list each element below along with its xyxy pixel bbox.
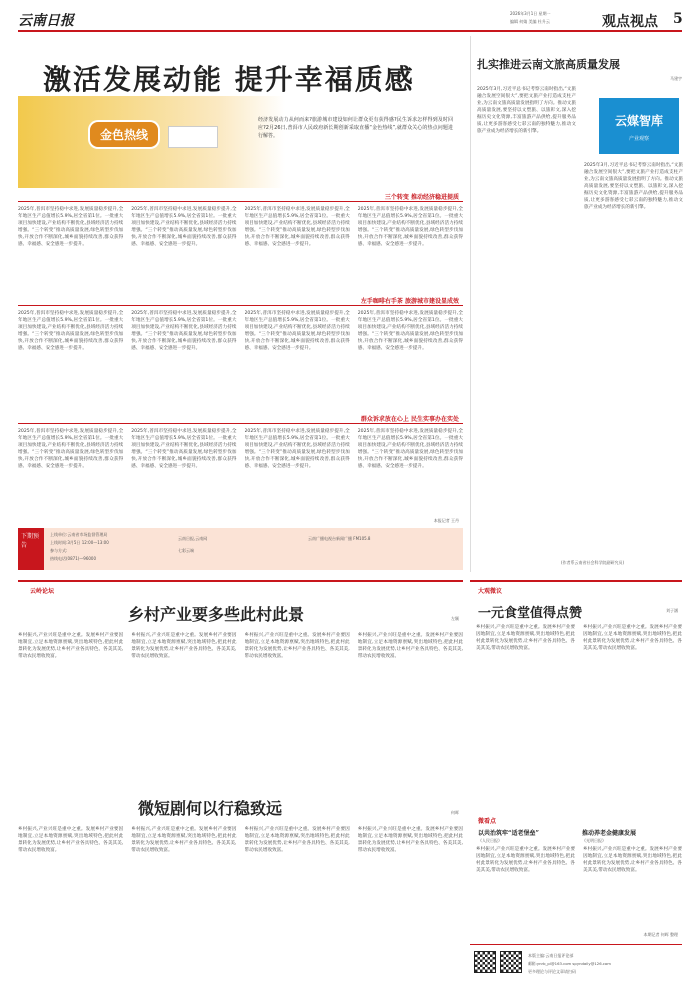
banner-logos (168, 126, 218, 148)
column-label-3: 微看点 (478, 818, 497, 825)
notes-body: 乡村振兴,产业兴旺是重中之重。发展乡村产业要因地制宜,立足本地资源禀赋,突出地域特色,把此村此景转化为发展优势,让乡村产业各具特色、各美其美,带动农民增收致富。 乡村振兴,产业兴旺是重中之重。发展乡村产业要因地制宜,立足本地资源禀赋,突出地域特色,把此村此景转化为发展优势,让乡村产业各具特色、各美其美,带动农民增收致富。 (476, 847, 682, 873)
note-2-title: 推动养老金健康发展 (582, 830, 637, 837)
right-body: 2025年3月,习近平总书记考察云南时指出,“文旅融合发展空间很大”,要把文旅产业打造成支柱产业,为云南文旅高质量发展指明了方向。推动文旅高质量发展,要坚持以文塑旅、以旅彰文,深入挖掘历史文化资源,丰富旅游产品供给,提升服务品质,让更多游客感受七彩云南的独特魅力,推动文旅产业成为经济增长的新引擎。 2025年3月,习近平总书记考察云南时指出,“文旅融合发展空间很大”,要把文旅产业打造成支柱产业,为云南文旅高质量发展指明了方向。推动文旅高质量发展,要坚持以文塑旅、以旅彰文,深入挖掘历史文化资源,丰富旅游产品供给,提升服务品质,让更多游客感受七彩云南的独特魅力,推动文旅产业成为经济增长的新引擎。 (477, 87, 683, 210)
preview-web: 云南日报,云南网 (178, 536, 208, 541)
preview-label: 下期预告 (18, 528, 44, 570)
column-label-2: 大观微议 (478, 588, 503, 595)
badge-title: 云媒智库 (614, 114, 663, 128)
section-title: 观点视点 (602, 14, 658, 30)
footer-box (470, 944, 682, 978)
banner (18, 96, 463, 188)
preview-unit: 上线单位:云南省市场监督管理局 (50, 532, 108, 537)
article-2-author: 何晖 (451, 810, 459, 815)
article-1-author: 左颖 (451, 616, 459, 621)
preview-app[interactable]: 七彩云端 (178, 548, 194, 553)
issue-date: 2026年3月1日 星期一 (510, 11, 551, 16)
article-1-title: 乡村产业要多些此村此景 (128, 605, 305, 624)
issue-editor: 编辑 何婧 美编 杜升云 (510, 19, 550, 24)
note-1-source: 《人民日报》 (478, 838, 502, 843)
badge-sub: 产业观察 (628, 136, 649, 142)
right-column (470, 36, 682, 572)
column-label-1: 云岭论坛 (30, 588, 55, 595)
subsection-3-bar: 群众诉求放在心上 民生实事办在实处 (18, 414, 463, 424)
footer-more: 更多理论与评论文章请扫码 (528, 969, 576, 974)
preview-date: 上线时间:3月5日 12:00—13:00 (50, 540, 109, 545)
article-3-title: 一元食堂值得点赞 (478, 606, 583, 621)
footer-editor: 本版主编:云南日报评论部 (528, 953, 574, 958)
right-title: 扎实推进云南文旅高质量发展 (477, 58, 620, 71)
main-story (18, 36, 463, 572)
masthead (18, 8, 682, 32)
preview-cohost: 云南广播电视台新闻广播 FM105.8 (308, 536, 371, 541)
right-footer: (作者系云南省社会科学院副研究员) (561, 560, 625, 565)
main-headline: 激活发展动能 提升幸福质感 (43, 63, 415, 96)
lower-left (18, 580, 463, 980)
note-2-source: 《光明日报》 (582, 838, 606, 843)
compiled-by: 本期记者 何晖 整理 (643, 932, 678, 937)
subsection-1-bar: 三个转变 推动经济稳进提质 (18, 192, 463, 202)
main-author: 本报记者 王丹 (433, 518, 459, 523)
article-3-author: 刘子涵 (666, 608, 678, 613)
newspaper-logo: 云南日报 (18, 13, 74, 29)
article-2-body: 乡村振兴,产业兴旺是重中之重。发展乡村产业要因地制宜,立足本地资源禀赋,突出地域特色,把此村此景转化为发展优势,让乡村产业各具特色、各美其美,带动农民增收致富。 乡村振兴,产业兴旺是重中之重。发展乡村产业要因地制宜,立足本地资源禀赋,突出地域特色,把此村此景转化为发展优势,让乡村产业各具特色、各美其美,带动农民增收致富。 乡村振兴,产业兴旺是重中之重。发展乡村产业要因地制宜,立足本地资源禀赋,突出地域特色,把此村此景转化为发展优势,让乡村产业各具特色、各美其美,带动农民增收致富。 乡村振兴,产业兴旺是重中之重。发展乡村产业要因地制宜,立足本地资源禀赋,突出地域特色,把此村此景转化为发展优势,让乡村产业各具特色、各美其美,带动农民增收致富。 (18, 827, 463, 853)
lower-right (470, 580, 682, 980)
qr-code-2-icon[interactable] (500, 951, 522, 973)
article-1-body: 乡村振兴,产业兴旺是重中之重。发展乡村产业要因地制宜,立足本地资源禀赋,突出地域特色,把此村此景转化为发展优势,让乡村产业各具特色、各美其美,带动农民增收致富。 乡村振兴,产业兴旺是重中之重。发展乡村产业要因地制宜,立足本地资源禀赋,突出地域特色,把此村此景转化为发展优势,让乡村产业各具特色、各美其美,带动农民增收致富。 乡村振兴,产业兴旺是重中之重。发展乡村产业要因地制宜,立足本地资源禀赋,突出地域特色,把此村此景转化为发展优势,让乡村产业各具特色、各美其美,带动农民增收致富。 乡村振兴,产业兴旺是重中之重。发展乡村产业要因地制宜,立足本地资源禀赋,突出地域特色,把此村此景转化为发展优势,让乡村产业各具特色、各美其美,带动农民增收致富。 (18, 633, 463, 659)
preview-method: 参与方式: (50, 548, 68, 553)
note-1-title: 以共治筑牢“适老堡垒” (478, 830, 539, 837)
page-number: 5 (673, 11, 683, 27)
subsection-3-body: 2025年,普洱市坚持稳中求进,发展质量稳步提升,全年地区生产总值增长5.9%,居全省第1位。一批重大项目加快建设,产业结构不断优化,县域经济活力持续增强。“三个转变”推动高质量发展,绿色转型步伐加快,开放合作不断深化,城乡面貌持续改善,群众获得感、幸福感、安全感进一步提升。 2025年,普洱市坚持稳中求进,发展质量稳步提升,全年地区生产总值增长5.9%,居全省第1位。一批重大项目加快建设,产业结构不断优化,县域经济活力持续增强。“三个转变”推动高质量发展,绿色转型步伐加快,开放合作不断深化,城乡面貌持续改善,群众获得感、幸福感、安全感进一步提升。 2025年,普洱市坚持稳中求进,发展质量稳步提升,全年地区生产总值增长5.9%,居全省第1位。一批重大项目加快建设,产业结构不断优化,县域经济活力持续增强。“三个转变”推动高质量发展,绿色转型步伐加快,开放合作不断深化,城乡面貌持续改善,群众获得感、幸福感、安全感进一步提升。 2025年,普洱市坚持稳中求进,发展质量稳步提升,全年地区生产总值增长5.9%,居全省第1位。一批重大项目加快建设,产业结构不断优化,县域经济活力持续增强。“三个转变”推动高质量发展,绿色转型步伐加快,开放合作不断深化,城乡面貌持续改善,群众获得感、幸福感、安全感进一步提升。 (18, 429, 463, 469)
banner-brand: 金色热线 (90, 122, 158, 147)
subsection-2-bar: 左手咖啡右手茶 旅游城市建设显成效 (18, 296, 463, 306)
subsection-1-body: 2025年,普洱市坚持稳中求进,发展质量稳步提升,全年地区生产总值增长5.9%,居全省第1位。一批重大项目加快建设,产业结构不断优化,县域经济活力持续增强。“三个转变”推动高质量发展,绿色转型步伐加快,开放合作不断深化,城乡面貌持续改善,群众获得感、幸福感、安全感进一步提升。 2025年,普洱市坚持稳中求进,发展质量稳步提升,全年地区生产总值增长5.9%,居全省第1位。一批重大项目加快建设,产业结构不断优化,县域经济活力持续增强。“三个转变”推动高质量发展,绿色转型步伐加快,开放合作不断深化,城乡面貌持续改善,群众获得感、幸福感、安全感进一步提升。 2025年,普洱市坚持稳中求进,发展质量稳步提升,全年地区生产总值增长5.9%,居全省第1位。一批重大项目加快建设,产业结构不断优化,县域经济活力持续增强。“三个转变”推动高质量发展,绿色转型步伐加快,开放合作不断深化,城乡面貌持续改善,群众获得感、幸福感、安全感进一步提升。 2025年,普洱市坚持稳中求进,发展质量稳步提升,全年地区生产总值增长5.9%,居全省第1位。一批重大项目加快建设,产业结构不断优化,县域经济活力持续增强。“三个转变”推动高质量发展,绿色转型步伐加快,开放合作不断深化,城乡面貌持续改善,群众获得感、幸福感、安全感进一步提升。 (18, 207, 463, 247)
preview-hotline[interactable]: 热线电话(0871)—96000 (50, 556, 97, 561)
qr-code-1-icon[interactable] (474, 951, 496, 973)
footer-email[interactable]: 邮箱:ynrb_pl@163.com spyndaily@126.com (528, 961, 611, 966)
preview-box (18, 528, 463, 570)
article-3-body: 乡村振兴,产业兴旺是重中之重。发展乡村产业要因地制宜,立足本地资源禀赋,突出地域特色,把此村此景转化为发展优势,让乡村产业各具特色、各美其美,带动农民增收致富。 乡村振兴,产业兴旺是重中之重。发展乡村产业要因地制宜,立足本地资源禀赋,突出地域特色,把此村此景转化为发展优势,让乡村产业各具特色、各美其美,带动农民增收致富。 (476, 625, 682, 651)
subsection-2-body: 2025年,普洱市坚持稳中求进,发展质量稳步提升,全年地区生产总值增长5.9%,居全省第1位。一批重大项目加快建设,产业结构不断优化,县域经济活力持续增强。“三个转变”推动高质量发展,绿色转型步伐加快,开放合作不断深化,城乡面貌持续改善,群众获得感、幸福感、安全感进一步提升。 2025年,普洱市坚持稳中求进,发展质量稳步提升,全年地区生产总值增长5.9%,居全省第1位。一批重大项目加快建设,产业结构不断优化,县域经济活力持续增强。“三个转变”推动高质量发展,绿色转型步伐加快,开放合作不断深化,城乡面貌持续改善,群众获得感、幸福感、安全感进一步提升。 2025年,普洱市坚持稳中求进,发展质量稳步提升,全年地区生产总值增长5.9%,居全省第1位。一批重大项目加快建设,产业结构不断优化,县域经济活力持续增强。“三个转变”推动高质量发展,绿色转型步伐加快,开放合作不断深化,城乡面貌持续改善,群众获得感、幸福感、安全感进一步提升。 2025年,普洱市坚持稳中求进,发展质量稳步提升,全年地区生产总值增长5.9%,居全省第1位。一批重大项目加快建设,产业结构不断优化,县域经济活力持续增强。“三个转变”推动高质量发展,绿色转型步伐加快,开放合作不断深化,城乡面貌持续改善,群众获得感、幸福感、安全感进一步提升。 (18, 311, 463, 351)
right-author: 马建宇 (670, 76, 682, 81)
article-2-title: 微短剧何以行稳致远 (138, 799, 283, 818)
main-intro: 经济发展动力从何而来?旅游城市建设如何让群众更有获得感?民生诉求怎样得到及时回应?2月26日,普洱市人民政府新长期创新采取直播“金色热线”,就群众关心的热点问题进行解答。 (258, 117, 453, 139)
